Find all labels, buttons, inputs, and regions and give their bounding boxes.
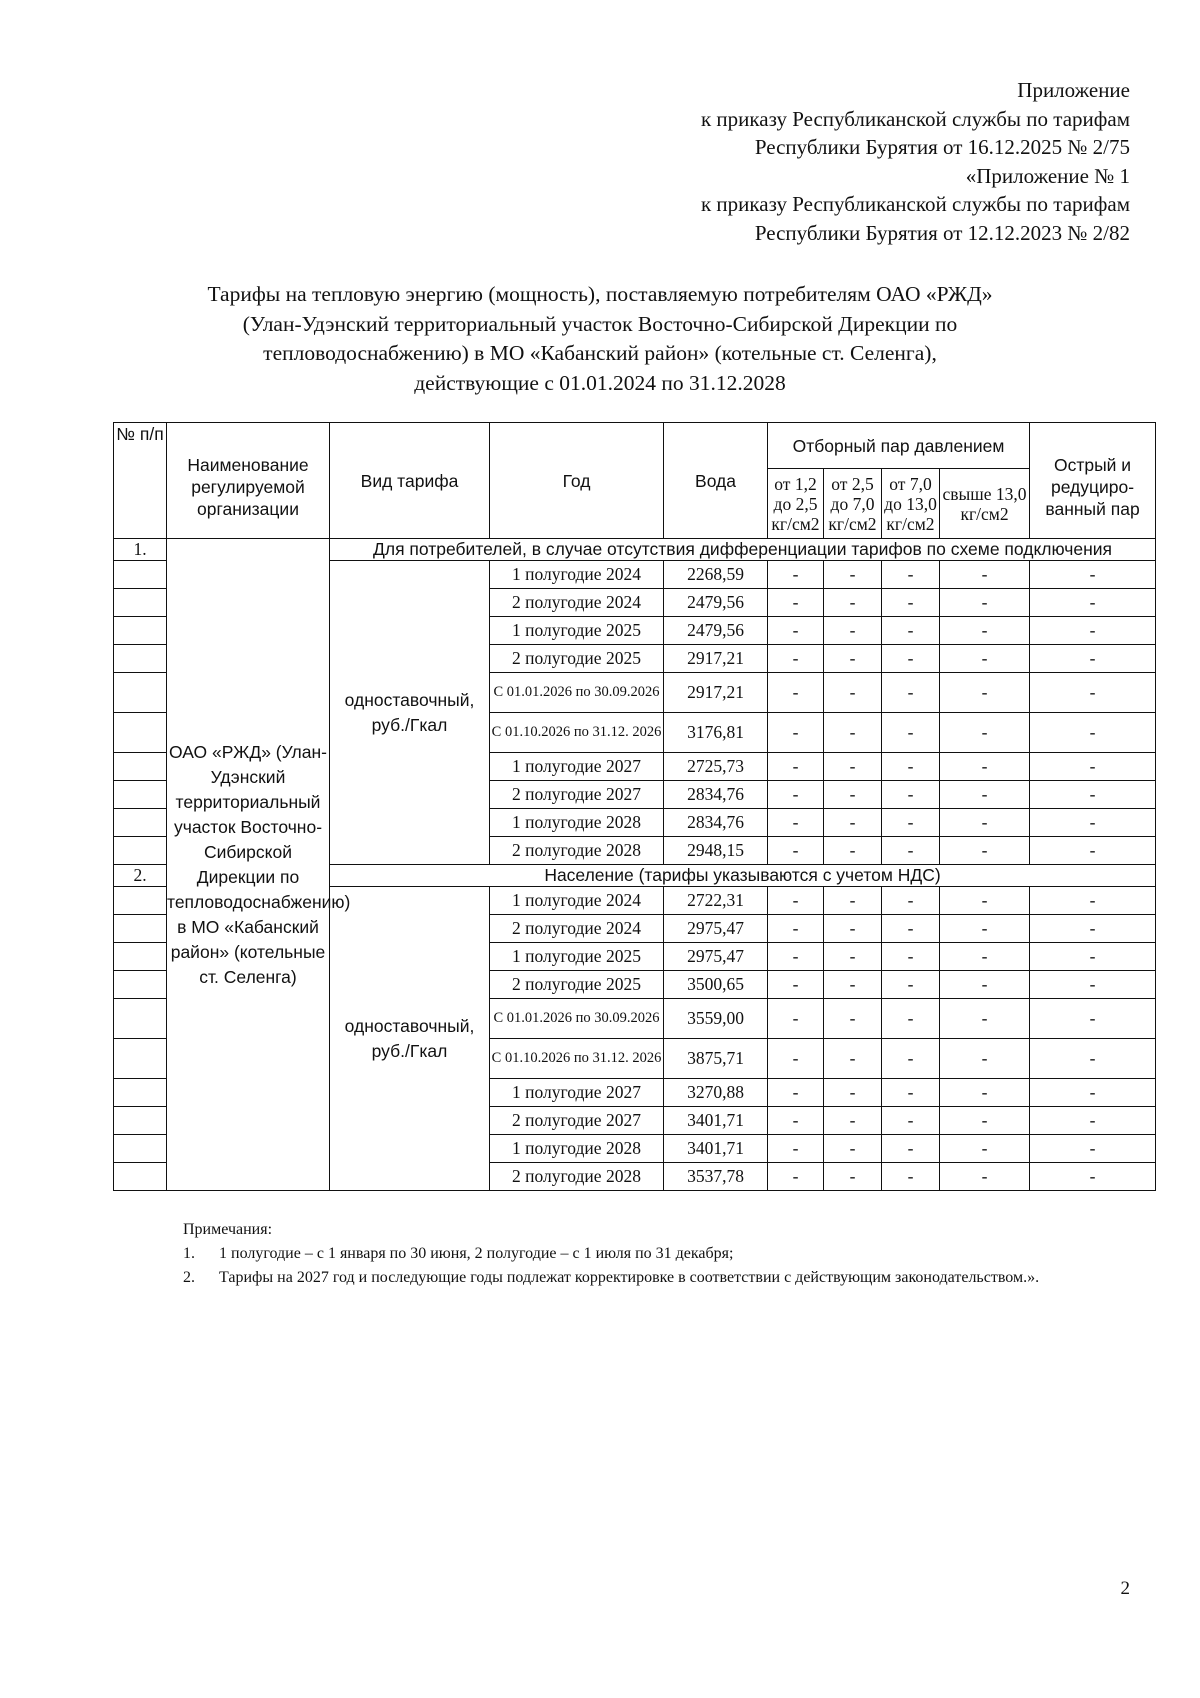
water-tariff-cell: 2722,31 [664, 887, 768, 915]
steam-tariff-cell: - [882, 809, 940, 837]
steam-tariff-cell: - [882, 971, 940, 999]
steam-tariff-cell: - [1030, 645, 1156, 673]
water-tariff-cell: 2725,73 [664, 753, 768, 781]
period-cell: С 01.10.2026 по 31.12. 2026 [490, 1039, 664, 1079]
period-cell: 2 полугодие 2025 [490, 645, 664, 673]
row-number-cell [114, 673, 167, 713]
water-tariff-cell: 2917,21 [664, 673, 768, 713]
steam-tariff-cell: - [940, 1135, 1030, 1163]
period-cell: 1 полугодие 2028 [490, 1135, 664, 1163]
steam-tariff-cell: - [1030, 915, 1156, 943]
water-tariff-cell: 3875,71 [664, 1039, 768, 1079]
steam-tariff-cell: - [768, 561, 824, 589]
steam-tariff-cell: - [768, 999, 824, 1039]
steam-tariff-cell: - [882, 887, 940, 915]
steam-tariff-cell: - [1030, 809, 1156, 837]
steam-tariff-cell: - [940, 1039, 1030, 1079]
steam-tariff-cell: - [824, 713, 882, 753]
steam-tariff-cell: - [824, 999, 882, 1039]
steam-tariff-cell: - [768, 1039, 824, 1079]
steam-tariff-cell: - [824, 753, 882, 781]
period-cell: 1 полугодие 2027 [490, 753, 664, 781]
row-number-cell [114, 1079, 167, 1107]
steam-tariff-cell: - [940, 589, 1030, 617]
steam-tariff-cell: - [940, 837, 1030, 865]
steam-tariff-cell: - [882, 1135, 940, 1163]
row-number-cell [114, 999, 167, 1039]
period-cell: 2 полугодие 2027 [490, 781, 664, 809]
header-water: Вода [664, 423, 768, 539]
steam-tariff-cell: - [882, 781, 940, 809]
steam-tariff-cell: - [940, 673, 1030, 713]
steam-tariff-cell: - [1030, 561, 1156, 589]
steam-tariff-cell: - [768, 645, 824, 673]
water-tariff-cell: 2834,76 [664, 781, 768, 809]
steam-tariff-cell: - [940, 781, 1030, 809]
steam-tariff-cell: - [940, 943, 1030, 971]
note-number: 2. [183, 1269, 195, 1286]
note-number: 1. [183, 1245, 195, 1262]
period-cell: С 01.01.2026 по 30.09.2026 [490, 673, 664, 713]
steam-tariff-cell: - [882, 617, 940, 645]
row-number-cell [114, 561, 167, 589]
steam-tariff-cell: - [882, 753, 940, 781]
steam-tariff-cell: - [1030, 673, 1156, 713]
steam-tariff-cell: - [882, 589, 940, 617]
header-num: № п/п [114, 423, 167, 539]
steam-tariff-cell: - [940, 915, 1030, 943]
steam-tariff-cell: - [768, 1079, 824, 1107]
header-steam: Отборный пар давлением [768, 423, 1030, 469]
tariff-table [113, 422, 1156, 1191]
steam-tariff-cell: - [1030, 1079, 1156, 1107]
steam-tariff-cell: - [768, 1163, 824, 1191]
steam-tariff-cell: - [768, 1135, 824, 1163]
steam-tariff-cell: - [940, 809, 1030, 837]
water-tariff-cell: 2975,47 [664, 915, 768, 943]
title-line: тепловодоснабжению) в МО «Кабанский район» (котельные ст. Селенга), [263, 341, 937, 365]
steam-tariff-cell: - [824, 1079, 882, 1107]
water-tariff-cell: 3559,00 [664, 999, 768, 1039]
header-line: к приказу Республиканской службы по тарифам [700, 106, 1130, 131]
steam-tariff-cell: - [1030, 781, 1156, 809]
title-line: (Улан-Удэнский территориальный участок Восточно-Сибирской Дирекции по [242, 311, 958, 336]
header-line: Приложение [1017, 78, 1130, 102]
row-number-cell [114, 1163, 167, 1191]
steam-tariff-cell: - [768, 971, 824, 999]
steam-tariff-cell: - [768, 837, 824, 865]
steam-tariff-cell: - [824, 1039, 882, 1079]
title-line: действующие с 01.01.2024 по 31.12.2028 [414, 370, 786, 395]
steam-tariff-cell: - [1030, 753, 1156, 781]
note-item [183, 1242, 1131, 1266]
row-number-cell [114, 617, 167, 645]
steam-tariff-cell: - [824, 561, 882, 589]
steam-tariff-cell: - [940, 713, 1030, 753]
section-title: Для потребителей, в случае отсутствия дифференциации тарифов по схеме подключения [330, 539, 1156, 561]
period-cell: 2 полугодие 2024 [490, 915, 664, 943]
row-number-cell [114, 753, 167, 781]
steam-tariff-cell: - [824, 943, 882, 971]
steam-tariff-cell: - [824, 1107, 882, 1135]
steam-tariff-cell: - [882, 915, 940, 943]
steam-tariff-cell: - [1030, 1107, 1156, 1135]
steam-tariff-cell: - [1030, 999, 1156, 1039]
section-row [114, 539, 1156, 561]
row-number-cell [114, 645, 167, 673]
steam-tariff-cell: - [882, 713, 940, 753]
document-header [701, 76, 1130, 247]
steam-tariff-cell: - [1030, 1135, 1156, 1163]
water-tariff-cell: 3500,65 [664, 971, 768, 999]
row-number-cell [114, 887, 167, 915]
water-tariff-cell: 3270,88 [664, 1079, 768, 1107]
steam-tariff-cell: - [824, 673, 882, 713]
row-number-cell [114, 971, 167, 999]
steam-tariff-cell: - [768, 887, 824, 915]
water-tariff-cell: 2834,76 [664, 809, 768, 837]
steam-tariff-cell: - [940, 617, 1030, 645]
water-tariff-cell: 2268,59 [664, 561, 768, 589]
header-pressure-1: от 1,2 до 2,5 кг/см2 [768, 469, 824, 539]
steam-tariff-cell: - [824, 887, 882, 915]
page-number: 2 [1120, 1578, 1130, 1599]
header-tariff-type: Вид тарифа [330, 423, 490, 539]
steam-tariff-cell: - [824, 971, 882, 999]
period-cell: 2 полугодие 2024 [490, 589, 664, 617]
steam-tariff-cell: - [940, 887, 1030, 915]
steam-tariff-cell: - [882, 1107, 940, 1135]
steam-tariff-cell: - [940, 1107, 1030, 1135]
water-tariff-cell: 3537,78 [664, 1163, 768, 1191]
steam-tariff-cell: - [882, 837, 940, 865]
notes [183, 1218, 1131, 1290]
steam-tariff-cell: - [824, 1163, 882, 1191]
water-tariff-cell: 3176,81 [664, 713, 768, 753]
header-line: к приказу Республиканской службы по тарифам [700, 192, 1130, 216]
period-cell: 2 полугодие 2025 [490, 971, 664, 999]
steam-tariff-cell: - [1030, 617, 1156, 645]
period-cell: 2 полугодие 2028 [490, 837, 664, 865]
steam-tariff-cell: - [824, 617, 882, 645]
tariff-type: одноставочный, руб./Гкал [330, 561, 490, 865]
header-pressure-3: от 7,0 до 13,0 кг/см2 [882, 469, 940, 539]
steam-tariff-cell: - [882, 645, 940, 673]
header-org: Наименование регулируемой организации [167, 423, 330, 539]
steam-tariff-cell: - [824, 1135, 882, 1163]
steam-tariff-cell: - [882, 1079, 940, 1107]
organization-name: ОАО «РЖД» (Улан-Удэнский территориальный участок Восточно-Сибирской Дирекции по тепловодоснабжению) в МО «Кабанский район» (котельные ст. Селенга) [167, 539, 330, 1191]
water-tariff-cell: 2975,47 [664, 943, 768, 971]
steam-tariff-cell: - [940, 645, 1030, 673]
steam-tariff-cell: - [768, 915, 824, 943]
steam-tariff-cell: - [940, 1079, 1030, 1107]
steam-tariff-cell: - [1030, 971, 1156, 999]
steam-tariff-cell: - [882, 1163, 940, 1191]
row-number-cell [114, 915, 167, 943]
steam-tariff-cell: - [824, 837, 882, 865]
header-line: «Приложение № 1 [965, 163, 1130, 188]
steam-tariff-cell: - [1030, 943, 1156, 971]
row-number-cell [114, 781, 167, 809]
period-cell: 2 полугодие 2027 [490, 1107, 664, 1135]
steam-tariff-cell: - [824, 589, 882, 617]
steam-tariff-cell: - [1030, 713, 1156, 753]
steam-tariff-cell: - [824, 915, 882, 943]
steam-tariff-cell: - [1030, 887, 1156, 915]
water-tariff-cell: 2948,15 [664, 837, 768, 865]
steam-tariff-cell: - [768, 713, 824, 753]
steam-tariff-cell: - [1030, 589, 1156, 617]
steam-tariff-cell: - [768, 617, 824, 645]
water-tariff-cell: 3401,71 [664, 1135, 768, 1163]
steam-tariff-cell: - [940, 1163, 1030, 1191]
note-text: Тарифы на 2027 год и последующие годы подлежат корректировке в соответствии с действующим законодательством.». [219, 1269, 1040, 1286]
row-number-cell [114, 713, 167, 753]
header-pressure-2: от 2,5 до 7,0 кг/см2 [824, 469, 882, 539]
header-line: Республики Бурятия от 16.12.2025 № 2/75 [754, 135, 1130, 159]
steam-tariff-cell: - [768, 781, 824, 809]
steam-tariff-cell: - [940, 999, 1030, 1039]
water-tariff-cell: 2917,21 [664, 645, 768, 673]
period-cell: 1 полугодие 2025 [490, 943, 664, 971]
steam-tariff-cell: - [768, 673, 824, 713]
steam-tariff-cell: - [824, 809, 882, 837]
steam-tariff-cell: - [768, 943, 824, 971]
header-year: Год [490, 423, 664, 539]
row-number-cell [114, 1039, 167, 1079]
steam-tariff-cell: - [768, 753, 824, 781]
water-tariff-cell: 2479,56 [664, 589, 768, 617]
steam-tariff-cell: - [940, 753, 1030, 781]
steam-tariff-cell: - [882, 999, 940, 1039]
tariff-type: одноставочный, руб./Гкал [330, 887, 490, 1191]
steam-tariff-cell: - [768, 809, 824, 837]
period-cell: 1 полугодие 2025 [490, 617, 664, 645]
steam-tariff-cell: - [1030, 1039, 1156, 1079]
steam-tariff-cell: - [940, 561, 1030, 589]
period-cell: 1 полугодие 2027 [490, 1079, 664, 1107]
row-number-cell [114, 809, 167, 837]
row-number-cell [114, 1107, 167, 1135]
title-line: Тарифы на тепловую энергию (мощность), поставляемую потребителям ОАО «РЖД» [207, 282, 993, 306]
steam-tariff-cell: - [882, 943, 940, 971]
row-number-cell [114, 943, 167, 971]
section-number: 2. [114, 865, 167, 887]
header-pressure-4: свыше 13,0 кг/см2 [940, 469, 1030, 539]
period-cell: С 01.10.2026 по 31.12. 2026 [490, 713, 664, 753]
row-number-cell [114, 589, 167, 617]
period-cell: 2 полугодие 2028 [490, 1163, 664, 1191]
steam-tariff-cell: - [1030, 1163, 1156, 1191]
notes-title: Примечания: [183, 1221, 273, 1238]
header-sharp-steam: Острый и редуциро- ванный пар [1030, 423, 1156, 539]
period-cell: 1 полугодие 2024 [490, 561, 664, 589]
document-title [150, 280, 1050, 398]
period-cell: 1 полугодие 2024 [490, 887, 664, 915]
steam-tariff-cell: - [768, 589, 824, 617]
period-cell: 1 полугодие 2028 [490, 809, 664, 837]
steam-tariff-cell: - [768, 1107, 824, 1135]
period-cell: С 01.01.2026 по 30.09.2026 [490, 999, 664, 1039]
header-line: Республики Бурятия от 12.12.2023 № 2/82 [754, 220, 1130, 245]
water-tariff-cell: 2479,56 [664, 617, 768, 645]
steam-tariff-cell: - [882, 673, 940, 713]
steam-tariff-cell: - [940, 971, 1030, 999]
steam-tariff-cell: - [882, 1039, 940, 1079]
water-tariff-cell: 3401,71 [664, 1107, 768, 1135]
steam-tariff-cell: - [882, 561, 940, 589]
section-number: 1. [114, 539, 167, 561]
row-number-cell [114, 1135, 167, 1163]
row-number-cell [114, 837, 167, 865]
section-title: Население (тарифы указываются с учетом НДС) [330, 865, 1156, 887]
steam-tariff-cell: - [824, 781, 882, 809]
note-text: 1 полугодие – с 1 января по 30 июня, 2 полугодие – с 1 июля по 31 декабря; [219, 1245, 734, 1262]
steam-tariff-cell: - [824, 645, 882, 673]
steam-tariff-cell: - [1030, 837, 1156, 865]
note-item [183, 1266, 1131, 1290]
